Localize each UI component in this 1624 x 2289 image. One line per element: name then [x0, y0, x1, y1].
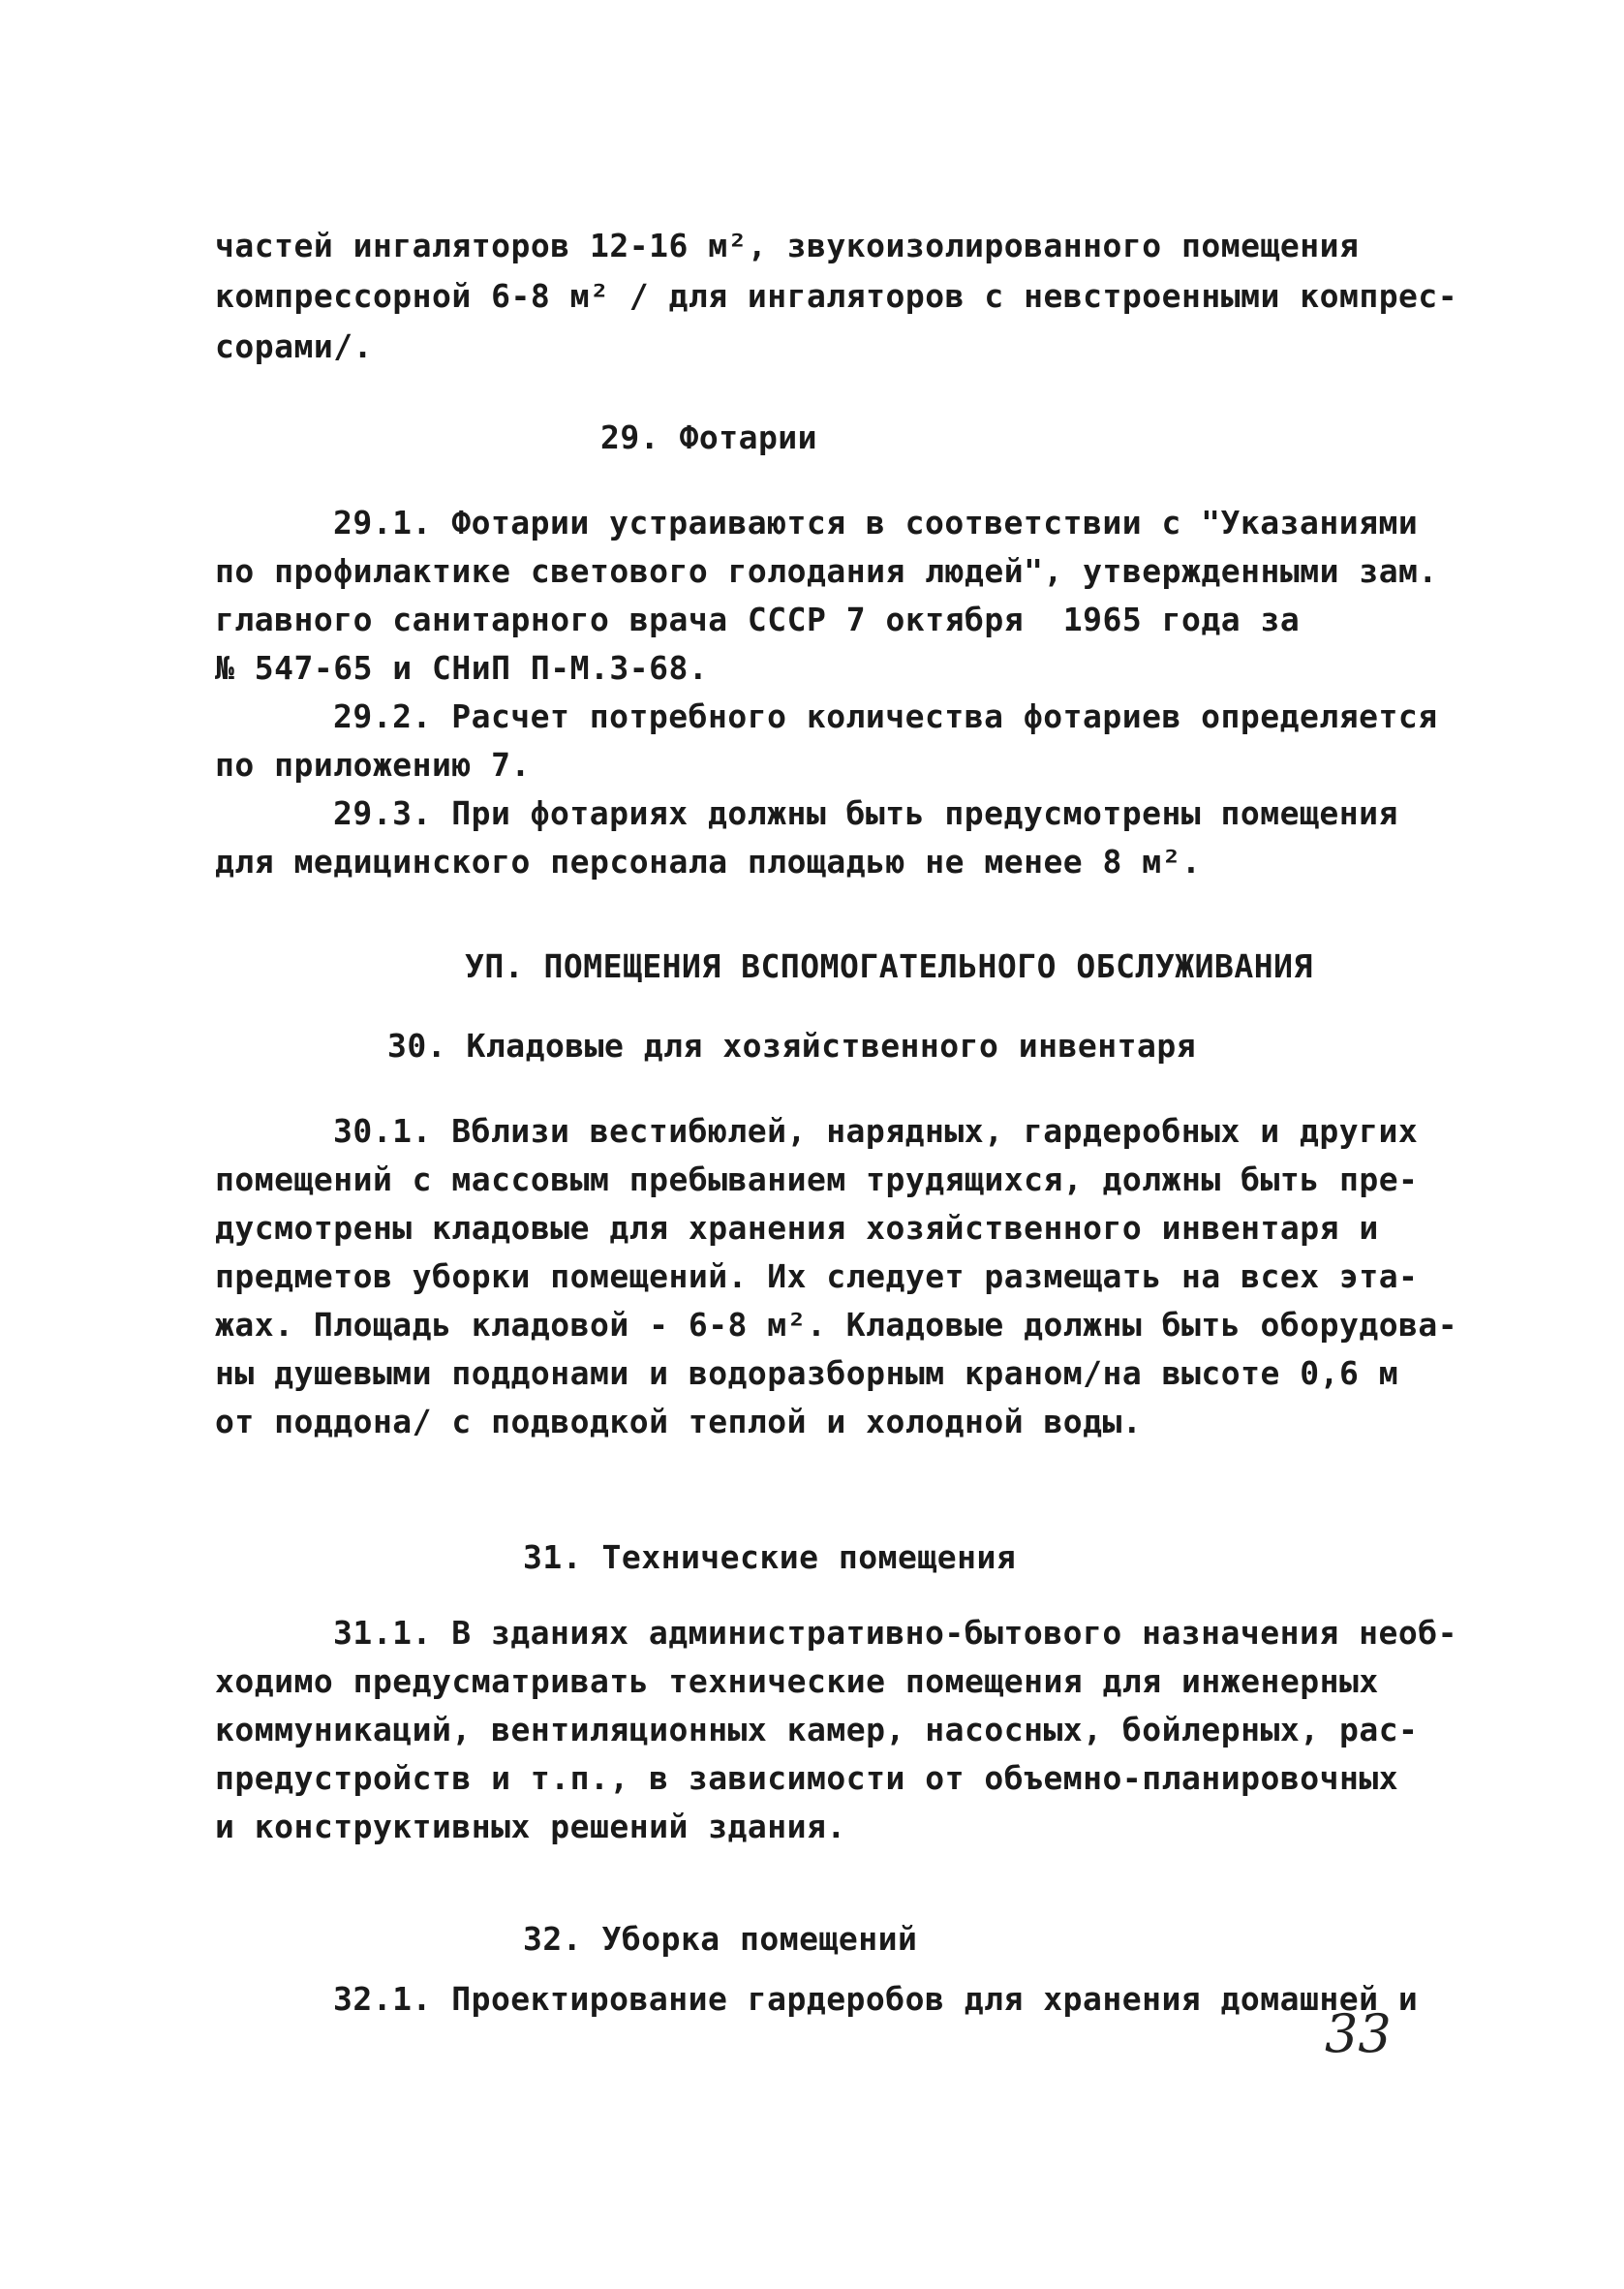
text-line: коммуникаций, вентиляционных камер, насосных, бойлерных, рас-	[215, 1711, 1419, 1748]
paragraph-29-2-start: 29.2. Расчет потребного количества фотариев определяется	[333, 697, 1438, 735]
text-line: главного санитарного врача СССР 7 октября 1965 года за	[215, 601, 1301, 638]
section-heading-32: 32. Уборка помещений	[523, 1920, 918, 1958]
text-line: жах. Площадь кладовой - 6-8 м². Кладовые должны быть оборудова-	[215, 1306, 1458, 1344]
text-line: и конструктивных решений здания.	[215, 1808, 846, 1845]
paragraph-30-1-start: 30.1. Вблизи вестибюлей, нарядных, гардеробных и других	[333, 1112, 1419, 1150]
chapter-heading-7: УП. ПОМЕЩЕНИЯ ВСПОМОГАТЕЛЬНОГО ОБСЛУЖИВАНИЯ	[465, 947, 1313, 985]
text-line: сорами/.	[215, 327, 373, 365]
text-line: помещений с массовым пребыванием трудящихся, должны быть пре-	[215, 1160, 1419, 1198]
text-line: ходимо предусматривать технические помещения для инженерных	[215, 1662, 1379, 1700]
text-line: предустройств и т.п., в зависимости от объемно-планировочных	[215, 1759, 1399, 1797]
section-heading-31: 31. Технические помещения	[523, 1538, 1017, 1576]
text-line: компрессорной 6-8 м² / для ингаляторов с невстроенными компрес-	[215, 277, 1458, 315]
text-line: для медицинского персонала площадью не менее 8 м².	[215, 843, 1202, 881]
page-number: 33	[1325, 2003, 1392, 2064]
paragraph-32-1-start: 32.1. Проектирование гардеробов для хранения домашней и	[333, 1980, 1419, 2018]
text-line: ны душевыми поддонами и водоразборным краном/на высоте 0,6 м	[215, 1354, 1399, 1392]
paragraph-31-1-start: 31.1. В зданиях административно-бытового назначения необ-	[333, 1614, 1457, 1652]
text-line: по профилактике светового голодания людей", утвержденными зам.	[215, 552, 1438, 590]
paragraph-29-1-start: 29.1. Фотарии устраиваются в соответствии с "Указаниями	[333, 504, 1419, 541]
text-line: от поддона/ с подводкой теплой и холодной воды.	[215, 1403, 1143, 1440]
text-line: предметов уборки помещений. Их следует размещать на всех эта-	[215, 1257, 1419, 1295]
text-line: № 547-65 и СНиП П-М.3-68.	[215, 649, 709, 687]
paragraph-29-3-start: 29.3. При фотариях должны быть предусмотрены помещения	[333, 794, 1398, 832]
section-heading-29: 29. Фотарии	[600, 418, 818, 456]
section-heading-30: 30. Кладовые для хозяйственного инвентаря	[387, 1027, 1197, 1065]
text-line: дусмотрены кладовые для хранения хозяйственного инвентаря и	[215, 1209, 1379, 1247]
text-line: частей ингаляторов 12-16 м², звукоизолированного помещения	[215, 227, 1360, 264]
text-line: по приложению 7.	[215, 746, 531, 784]
